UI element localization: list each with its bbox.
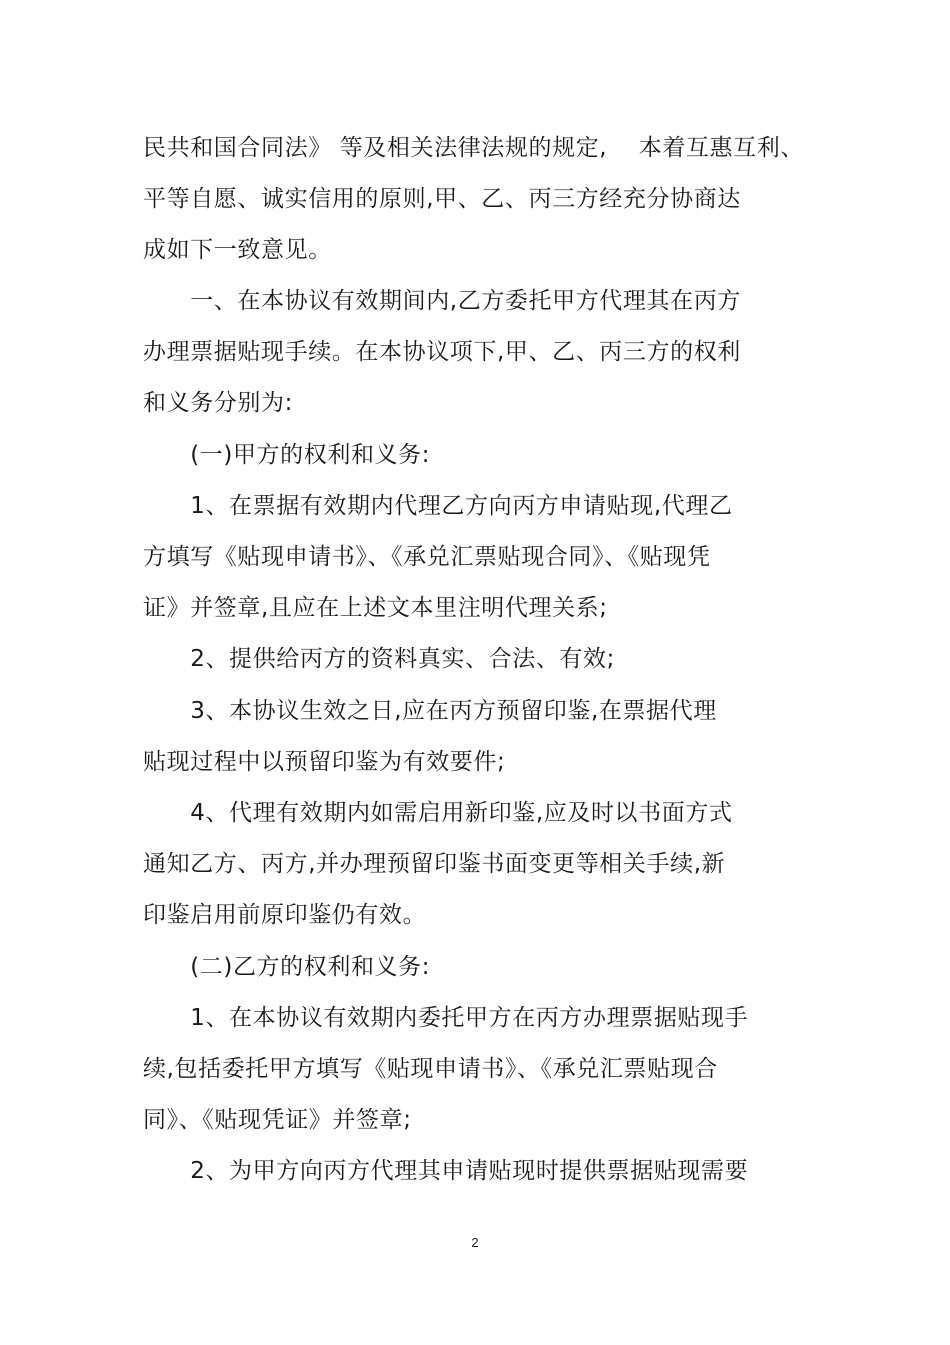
text-line: 证》并签章,且应在上述文本里注明代理关系; bbox=[143, 595, 608, 621]
text-line: 通知乙方、丙方,并办理预留印鉴书面变更等相关手续,新 bbox=[143, 851, 726, 877]
text-line: 一、在本协议有效期间内,乙方委托甲方代理其在丙方 bbox=[143, 288, 741, 314]
text-line: 平等自愿、诚实信用的原则,甲、乙、丙三方经充分协商达 bbox=[143, 186, 741, 212]
page-number: 2 bbox=[471, 1235, 479, 1250]
text-line: 3、本协议生效之日,应在丙方预留印鉴,在票据代理 bbox=[143, 698, 717, 724]
text-line: 印鉴启用前原印鉴仍有效。 bbox=[143, 902, 427, 928]
text-line: 和义务分别为: bbox=[143, 390, 293, 416]
text-line: 2、为甲方向丙方代理其申请贴现时提供票据贴现需要 bbox=[143, 1158, 749, 1184]
text-line: 办理票据贴现手续。在本协议项下,甲、乙、丙三方的权利 bbox=[143, 339, 741, 365]
text-line: 同》、《贴现凭证》并签章; bbox=[143, 1107, 412, 1133]
text-line: 成如下一致意见。 bbox=[143, 237, 332, 263]
text-line: 1、在本协议有效期内委托甲方在丙方办理票据贴现手 bbox=[143, 1005, 749, 1031]
text-line: 4、代理有效期内如需启用新印鉴,应及时以书面方式 bbox=[143, 800, 733, 826]
section-heading: (一)甲方的权利和义务: bbox=[143, 442, 431, 468]
text-line: 1、在票据有效期内代理乙方向丙方申请贴现,代理乙 bbox=[143, 493, 733, 519]
text-line: 民共和国合同法》 等及相关法律法规的规定, 本着互惠互利、 bbox=[143, 135, 804, 161]
text-line: 2、提供给丙方的资料真实、合法、有效; bbox=[143, 646, 615, 672]
text-line: 方填写《贴现申请书》、《承兑汇票贴现合同》、《贴现凭 bbox=[143, 544, 711, 570]
text-line: 贴现过程中以预留印鉴为有效要件; bbox=[143, 749, 506, 775]
text-line: 续,包括委托甲方填写《贴现申请书》、《承兑汇票贴现合 bbox=[143, 1056, 718, 1082]
section-heading: (二)乙方的权利和义务: bbox=[143, 954, 431, 980]
